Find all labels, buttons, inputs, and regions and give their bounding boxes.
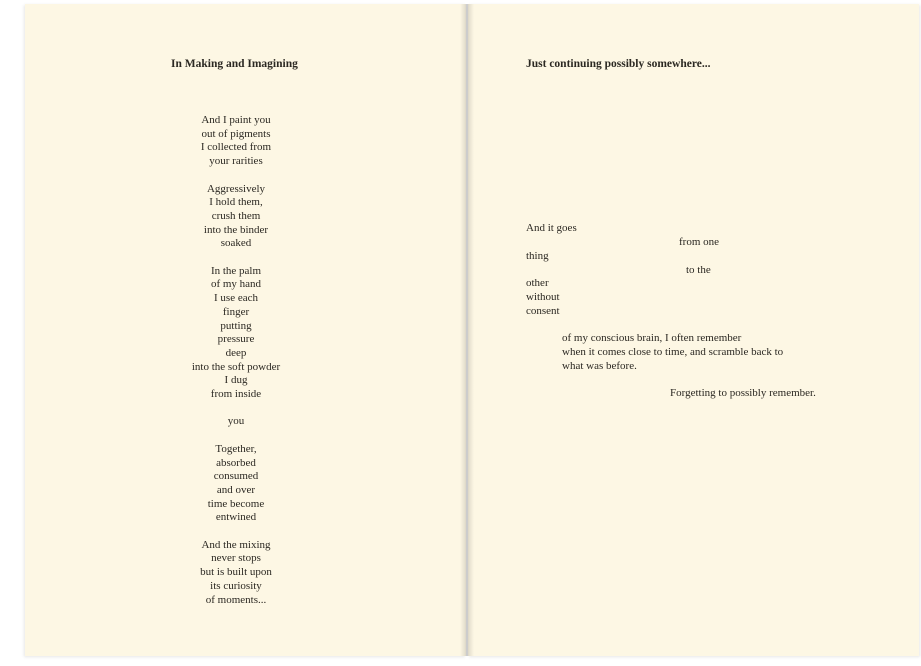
- poem-line: but is built upon: [200, 566, 272, 579]
- poem-line: to the: [686, 264, 711, 276]
- paragraph-line: of my conscious brain, I often remember: [562, 332, 742, 344]
- poem: [175, 114, 297, 621]
- poem-line: And the mixing: [201, 538, 271, 551]
- stanza: [175, 114, 297, 169]
- paragraph-line: what was before.: [562, 360, 637, 372]
- poem-line: your rarities: [209, 155, 263, 168]
- poem-line: consumed: [213, 470, 259, 483]
- poem-line: Aggressively: [206, 182, 266, 195]
- poem-line: finger: [222, 305, 250, 318]
- poem-line: putting: [220, 319, 252, 332]
- right-page: [468, 4, 919, 656]
- poem-line: entwined: [215, 511, 257, 524]
- poem-line: never stops: [211, 552, 261, 565]
- poem-line: into the binder: [203, 223, 269, 236]
- poem-line: other: [526, 277, 549, 289]
- poem-line: I use each: [214, 292, 258, 305]
- poem-line: and over: [216, 483, 256, 496]
- poem-line: of my hand: [210, 278, 262, 291]
- left-page: [25, 4, 466, 656]
- poem-line: of moments...: [205, 593, 267, 606]
- stanza: [175, 265, 297, 402]
- poem-line: pressure: [217, 333, 255, 346]
- poem-line: thing: [526, 250, 549, 262]
- closing-line: Forgetting to possibly remember.: [670, 387, 816, 399]
- poem-line: soaked: [220, 237, 252, 250]
- poem-line: out of pigments: [201, 127, 271, 140]
- stanza: [175, 443, 297, 525]
- poem-line: absorbed: [216, 456, 256, 469]
- left-page-title: In Making and Imagining: [171, 58, 298, 70]
- poem-line: from one: [679, 236, 720, 248]
- poem-line: Together,: [215, 442, 257, 455]
- stanza: [175, 183, 297, 252]
- poem-line: I dug: [224, 374, 248, 387]
- poem-line: you: [227, 415, 245, 428]
- poem-line: In the palm: [210, 264, 262, 277]
- poem-line: without: [526, 291, 560, 303]
- poem-line: And it goes: [526, 222, 577, 234]
- stanza: [175, 415, 297, 429]
- poem-line: from inside: [210, 388, 262, 401]
- poem-line: time become: [207, 497, 265, 510]
- right-page-title: Just continuing possibly somewhere...: [526, 58, 711, 70]
- poem-line: crush them: [211, 209, 261, 222]
- poem-line: I collected from: [200, 141, 272, 154]
- poem-line: deep: [225, 346, 247, 359]
- stanza: [175, 539, 297, 608]
- poem-line: And I paint you: [201, 114, 271, 126]
- poem-line: consent: [526, 305, 560, 317]
- poem-line: I hold them,: [209, 196, 263, 209]
- poem-line: its curiosity: [210, 579, 262, 592]
- paragraph-line: when it comes close to time, and scramble back to: [562, 346, 784, 358]
- poem-line: into the soft powder: [191, 360, 281, 373]
